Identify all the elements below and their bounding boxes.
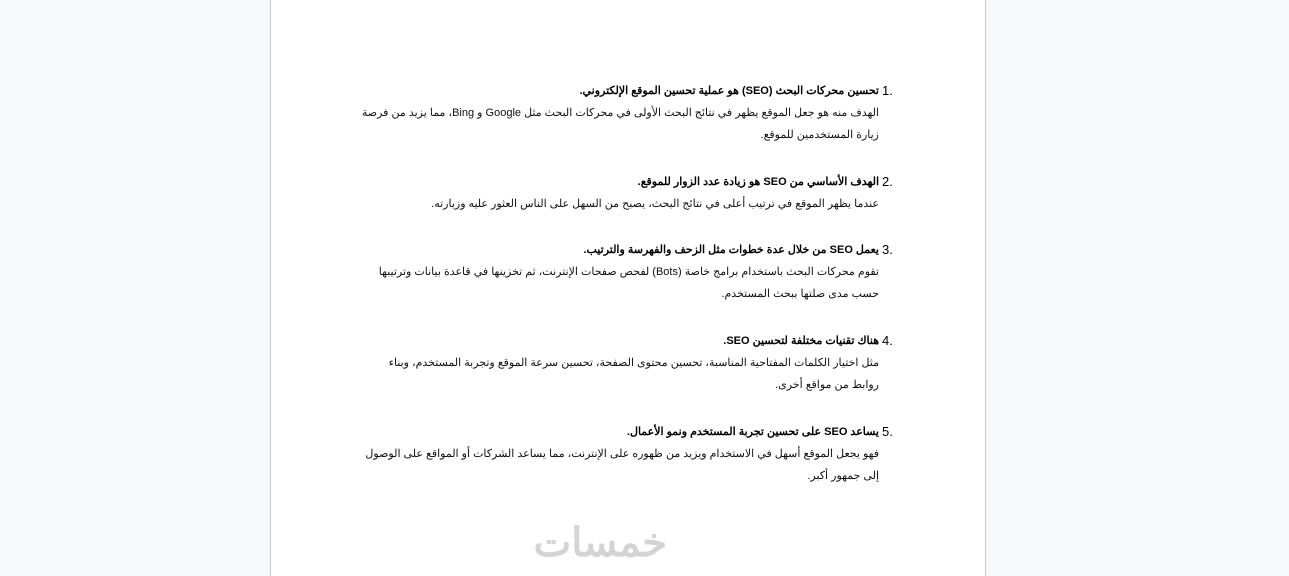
item-number: 1. xyxy=(882,83,893,98)
item-number: 5. xyxy=(882,424,893,439)
item-body: مثل اختيار الكلمات المفتاحية المناسبة، تحسين محتوى الصفحة، تحسين سرعة الموقع وتجربة المستخدم، وبناء روابط من مواقع أخرى. xyxy=(388,357,879,391)
item-heading-text: يساعد SEO على تحسين تجربة المستخدم ونمو الأعمال. xyxy=(626,426,879,438)
list-item xyxy=(359,83,893,146)
item-heading-text: يعمل SEO من خلال عدة خطوات مثل الزحف والفهرسة والترتيب. xyxy=(583,244,879,256)
watermark-logo: خمسات xyxy=(533,521,667,565)
item-body: عندما يظهر الموقع في ترتيب أعلى في نتائج البحث، يصبح من السهل على الناس العثور عليه وزيارته. xyxy=(431,198,879,210)
item-heading xyxy=(359,333,893,349)
list-item xyxy=(359,174,893,215)
item-heading xyxy=(359,424,893,440)
item-heading xyxy=(359,242,893,258)
item-heading-text: هناك تقنيات مختلفة لتحسين SEO. xyxy=(723,335,879,347)
list-item xyxy=(359,242,893,305)
list-item xyxy=(359,424,893,487)
list-item xyxy=(359,333,893,396)
item-heading xyxy=(359,83,893,99)
item-body: فهو يجعل الموقع أسهل في الاستخدام ويزيد من ظهوره على الإنترنت، مما يساعد الشركات أو المواقع على الوصول إلى جمهور أكبر. xyxy=(365,448,879,482)
item-body: الهدف منه هو جعل الموقع يظهر في نتائج البحث الأولى في محركات البحث مثل Google و Bing، مما يزيد من فرصة زيارة المستخدمين للموقع. xyxy=(361,107,879,141)
item-number: 2. xyxy=(882,174,893,189)
document-page xyxy=(270,0,986,576)
item-heading-text: الهدف الأساسي من SEO هو زيادة عدد الزوار للموقع. xyxy=(637,176,879,188)
item-number: 4. xyxy=(882,333,893,348)
item-body: تقوم محركات البحث باستخدام برامج خاصة (Bots) لفحص صفحات الإنترنت، ثم تخزينها في قاعدة بيانات وترتيبها حسب مدى صلتها ببحث المستخدم. xyxy=(378,266,879,300)
item-heading xyxy=(359,174,893,190)
item-number: 3. xyxy=(882,242,893,257)
item-heading-text: تحسين محركات البحث (SEO) هو عملية تحسين الموقع الإلكتروني. xyxy=(579,85,879,97)
